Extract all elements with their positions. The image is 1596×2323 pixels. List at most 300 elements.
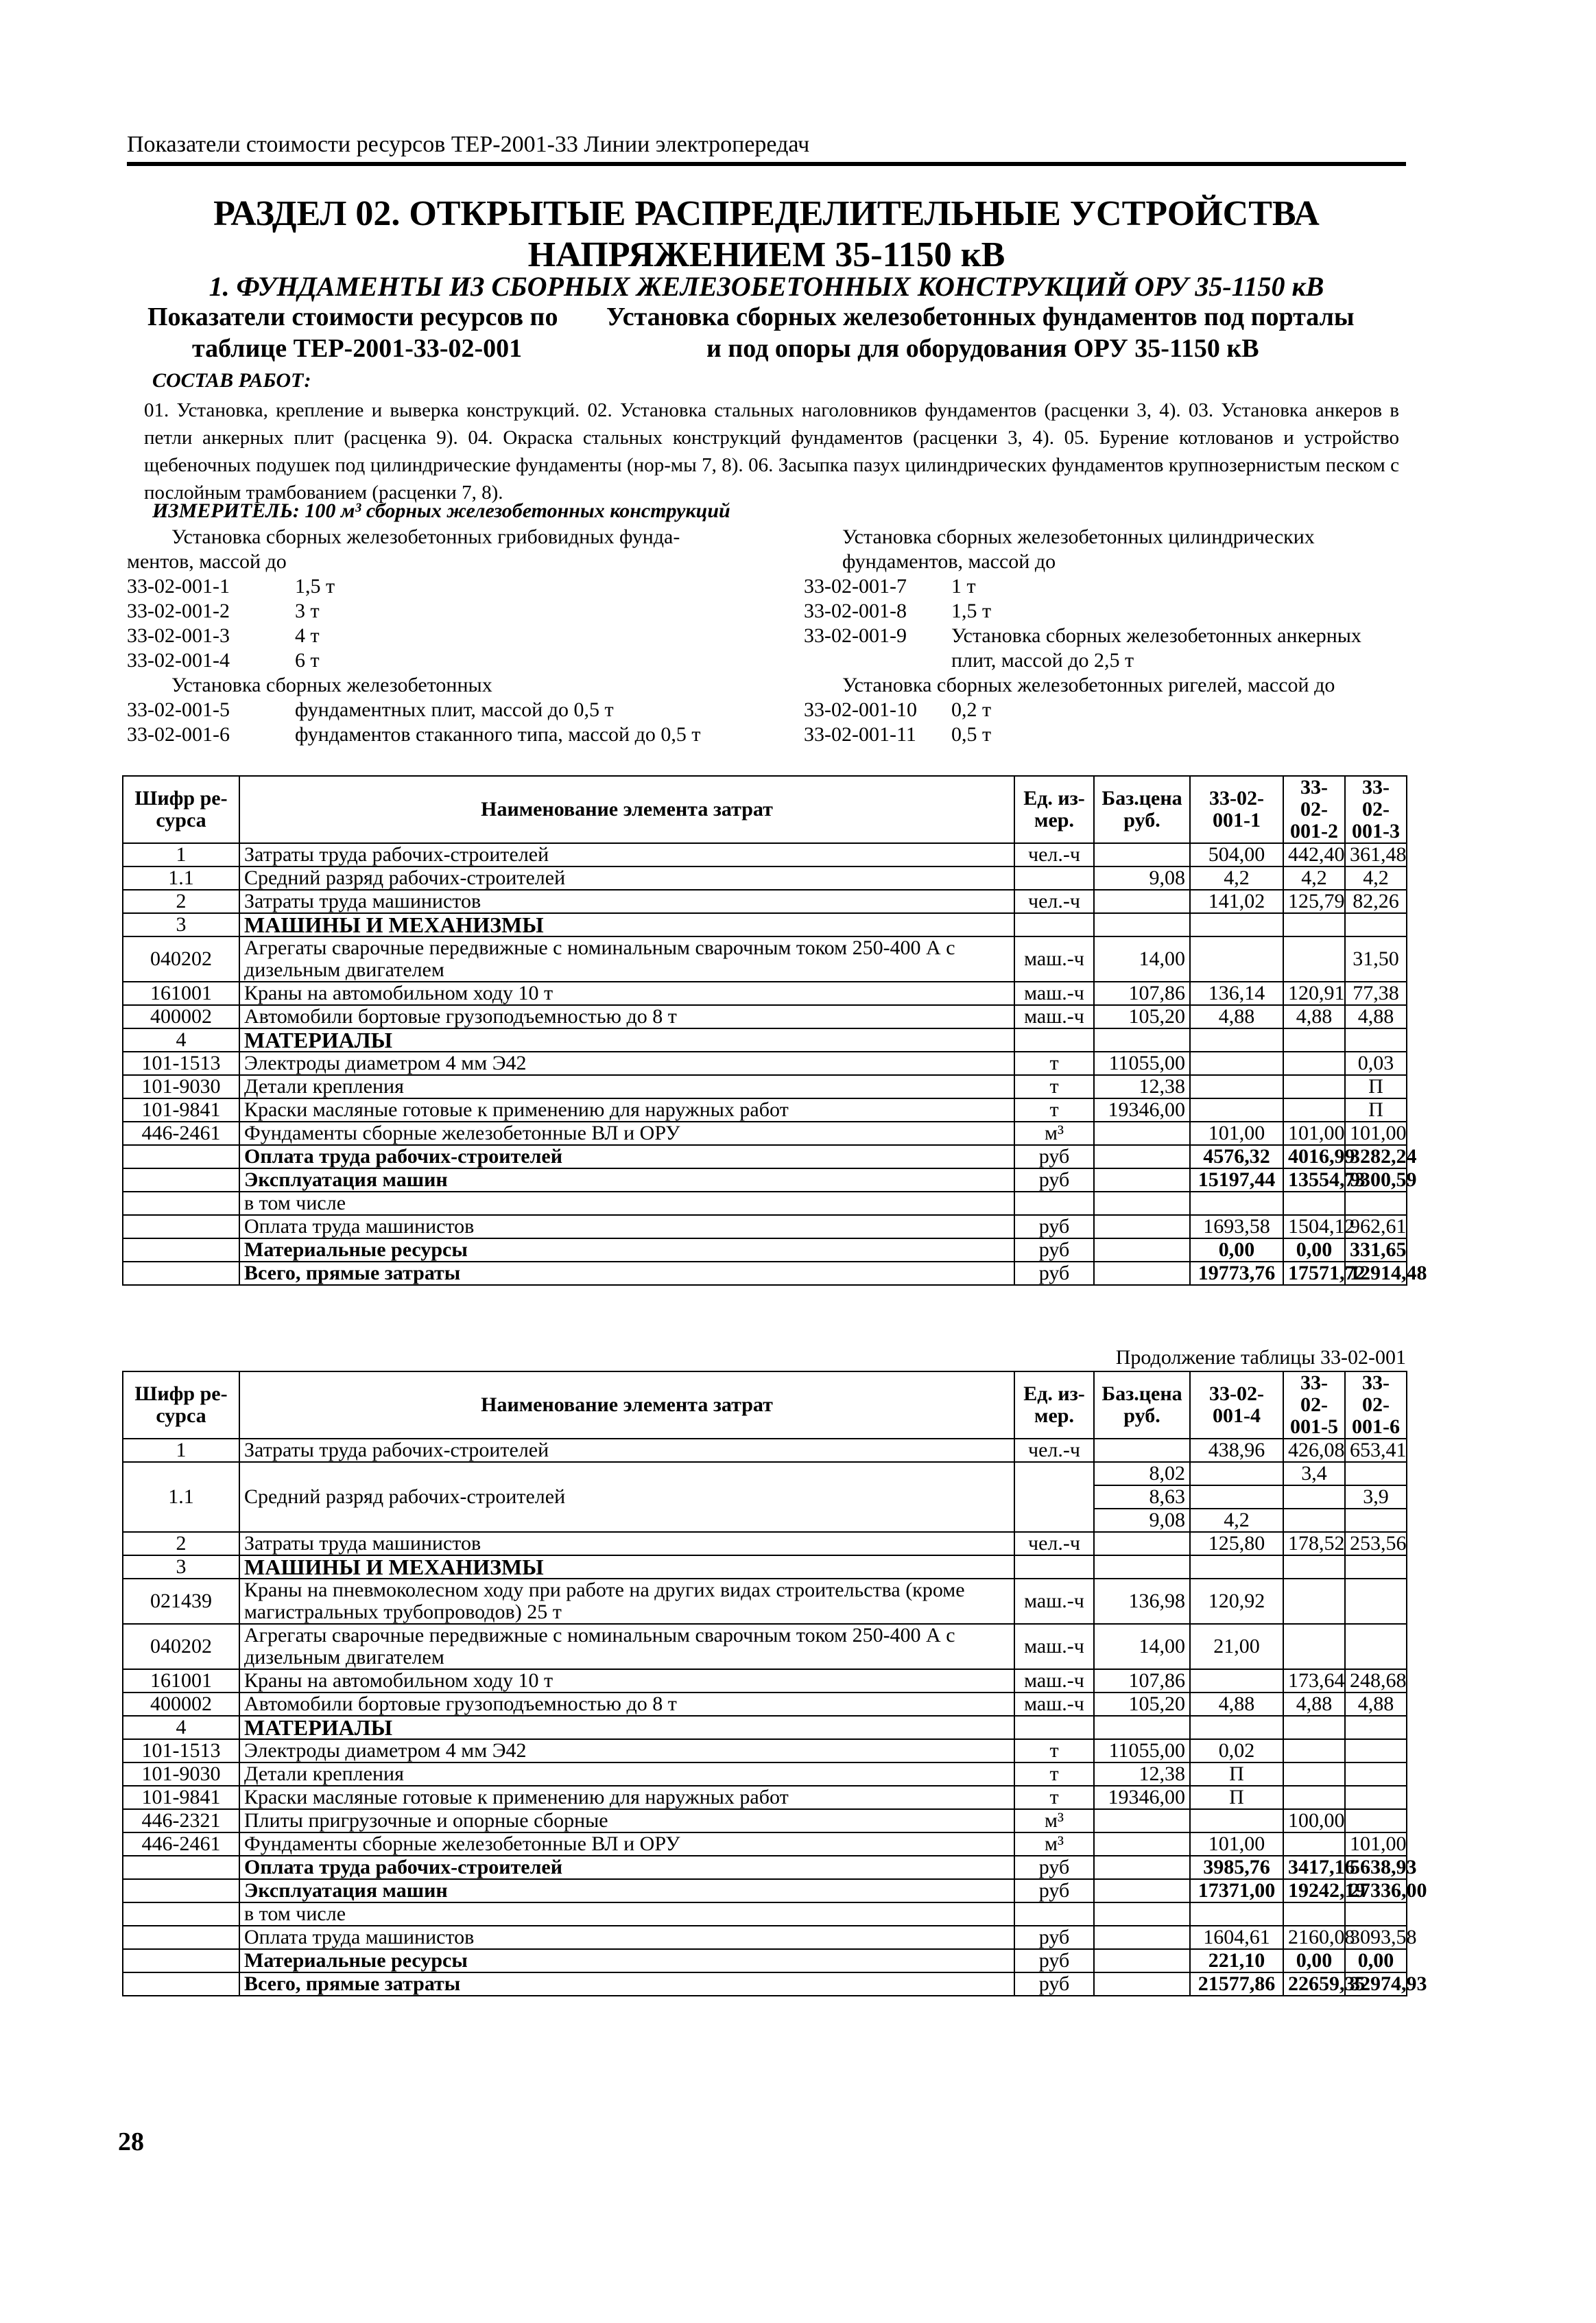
unit-cell: м³ — [1014, 1809, 1094, 1832]
table-row — [123, 1716, 1407, 1739]
unit-cell: руб — [1014, 1215, 1094, 1238]
value-cell: П — [1190, 1762, 1283, 1786]
total-label-cell: Эксплуатация машин — [239, 1879, 1014, 1902]
empty-cell — [1094, 1145, 1190, 1168]
value-cell: 125,79 — [1283, 890, 1345, 913]
unit-cell: м³ — [1014, 1122, 1094, 1145]
empty-cell — [1094, 1215, 1190, 1238]
empty-cell — [1094, 1262, 1190, 1285]
resource-code-cell: 101-1513 — [123, 1052, 239, 1075]
value-cell: 4,88 — [1345, 1005, 1407, 1028]
value-cell — [1190, 1716, 1283, 1739]
total-row — [123, 1949, 1407, 1972]
unit-cell: т — [1014, 1052, 1094, 1075]
measure-label: ИЗМЕРИТЕЛЬ: 100 м³ сборных железобетонных конструкций — [152, 499, 730, 522]
value-cell: 101,00 — [1345, 1122, 1407, 1145]
empty-cell — [1094, 1238, 1190, 1262]
unit-cell — [1014, 1192, 1094, 1215]
value-cell: 4,88 — [1283, 1693, 1345, 1716]
value-cell — [1283, 1075, 1345, 1098]
unit-cell — [1014, 1716, 1094, 1739]
base-price-cell: 107,86 — [1094, 982, 1190, 1005]
total-row — [123, 1238, 1407, 1262]
col-header-name: Наименование элемента затрат — [239, 1371, 1014, 1439]
table-row — [123, 1122, 1407, 1145]
value-cell: 3093,58 — [1345, 1926, 1407, 1949]
element-name-cell: Затраты труда машинистов — [239, 890, 1014, 913]
running-header: Показатели стоимости ресурсов ТЕР-2001-33 Линии электропередач — [127, 132, 810, 157]
unit-cell: маш.-ч — [1014, 1624, 1094, 1669]
table-row — [123, 936, 1407, 982]
total-row — [123, 1972, 1407, 1996]
resource-code-cell: 400002 — [123, 1005, 239, 1028]
table-ref-line1: Показатели стоимости ресурсов по — [147, 303, 558, 331]
table-row — [123, 1532, 1407, 1555]
value-cell — [1190, 1192, 1283, 1215]
col-header-rate: 33-02-001-2 — [1283, 776, 1345, 843]
resource-code-cell: 101-9841 — [123, 1098, 239, 1122]
resource-code-cell: 446-2321 — [123, 1809, 239, 1832]
base-price-cell: 105,20 — [1094, 1005, 1190, 1028]
table-row — [123, 1052, 1407, 1075]
value-cell — [1283, 1716, 1345, 1739]
resource-code-cell: 446-2461 — [123, 1832, 239, 1856]
base-price-cell — [1094, 890, 1190, 913]
table-row — [123, 890, 1407, 913]
value-cell — [1190, 1902, 1283, 1926]
element-name-cell: Затраты труда машинистов — [239, 1532, 1014, 1555]
unit-cell: руб — [1014, 1949, 1094, 1972]
table-row — [123, 1028, 1407, 1052]
table-row — [123, 982, 1407, 1005]
table-row — [123, 1005, 1407, 1028]
base-price-cell: 136,98 — [1094, 1579, 1190, 1624]
base-price-cell: 107,86 — [1094, 1669, 1190, 1693]
element-name-cell: МАТЕРИАЛЫ — [239, 1716, 1014, 1739]
value-cell: 5638,93 — [1345, 1856, 1407, 1879]
unit-cell: маш.-ч — [1014, 1005, 1094, 1028]
code-item: 33-02-001-10 0,2 т — [804, 698, 992, 721]
element-name-cell: Агрегаты сварочные передвижные с номинальным сварочным током 250-400 А с дизельным двигателем — [239, 936, 1014, 982]
resource-code-cell: 161001 — [123, 982, 239, 1005]
value-cell: 4016,99 — [1283, 1145, 1345, 1168]
codes-left-head1: Установка сборных железобетонных грибовидных фунда- — [171, 526, 680, 548]
codes-left-head3: Установка сборных железобетонных — [171, 674, 492, 696]
unit-cell — [1014, 913, 1094, 936]
header-rule — [127, 162, 1406, 166]
code-item: 33-02-001-4 6 т — [127, 649, 320, 672]
unit-cell: руб — [1014, 1145, 1094, 1168]
base-price-cell — [1094, 1716, 1190, 1739]
unit-cell — [1014, 1555, 1094, 1579]
table-row — [123, 1555, 1407, 1579]
col-header-price: Баз.цена руб. — [1094, 776, 1190, 843]
total-row — [123, 1926, 1407, 1949]
unit-cell — [1014, 866, 1094, 890]
total-row — [123, 1215, 1407, 1238]
base-price-cell: 9,08 — [1094, 866, 1190, 890]
value-cell: 361,48 — [1345, 843, 1407, 866]
value-cell: 3,4 — [1283, 1462, 1345, 1485]
total-row — [123, 1856, 1407, 1879]
value-cell — [1283, 1098, 1345, 1122]
value-cell: П — [1345, 1098, 1407, 1122]
value-cell — [1190, 1485, 1283, 1509]
base-price-cell: 8,02 — [1094, 1462, 1190, 1485]
section-title-line1: РАЗДЕЛ 02. ОТКРЫТЫЕ РАСПРЕДЕЛИТЕЛЬНЫЕ УСТРОЙСТВА — [213, 194, 1320, 233]
value-cell: 32974,93 — [1345, 1972, 1407, 1996]
unit-cell: руб — [1014, 1856, 1094, 1879]
table-row — [123, 843, 1407, 866]
value-cell: 0,00 — [1190, 1238, 1283, 1262]
resource-code-cell: 101-1513 — [123, 1739, 239, 1762]
value-cell: 442,40 — [1283, 843, 1345, 866]
value-cell — [1283, 1555, 1345, 1579]
value-cell: 101,00 — [1190, 1832, 1283, 1856]
value-cell: 4,2 — [1190, 1509, 1283, 1532]
value-cell: 19773,76 — [1190, 1262, 1283, 1285]
value-cell — [1345, 913, 1407, 936]
value-cell: 12914,48 — [1345, 1262, 1407, 1285]
table-row — [123, 1762, 1407, 1786]
value-cell: 248,68 — [1345, 1669, 1407, 1693]
empty-cell — [123, 1192, 239, 1215]
value-cell: 101,00 — [1345, 1832, 1407, 1856]
value-cell: 0,03 — [1345, 1052, 1407, 1075]
base-price-cell: 14,00 — [1094, 1624, 1190, 1669]
value-cell — [1345, 1579, 1407, 1624]
value-cell — [1190, 1075, 1283, 1098]
value-cell: 27336,00 — [1345, 1879, 1407, 1902]
value-cell — [1345, 1192, 1407, 1215]
table-row — [123, 913, 1407, 936]
codes-right-head3: Установка сборных железобетонных ригелей, массой до — [842, 674, 1335, 696]
element-name-cell: Краски масляные готовые к применению для наружных работ — [239, 1098, 1014, 1122]
element-name-cell: Агрегаты сварочные передвижные с номинальным сварочным током 250-400 А с дизельным двигателем — [239, 1624, 1014, 1669]
value-cell: 653,41 — [1345, 1439, 1407, 1462]
value-cell — [1283, 1028, 1345, 1052]
subsection-title: 1. ФУНДАМЕНТЫ ИЗ СБОРНЫХ ЖЕЛЕЗОБЕТОННЫХ КОНСТРУКЦИЙ ОРУ 35-1150 кВ — [209, 271, 1324, 302]
col-header-rate: 33-02-001-3 — [1345, 776, 1407, 843]
element-name-cell: Краны на автомобильном ходу 10 т — [239, 1669, 1014, 1693]
unit-cell: т — [1014, 1739, 1094, 1762]
resource-code-cell: 3 — [123, 913, 239, 936]
empty-cell — [123, 1972, 239, 1996]
base-price-cell: 12,38 — [1094, 1075, 1190, 1098]
value-cell — [1345, 1739, 1407, 1762]
code-item: 33-02-001-8 1,5 т — [804, 600, 992, 622]
element-name-cell: Краны на автомобильном ходу 10 т — [239, 982, 1014, 1005]
total-label-cell: Оплата труда машинистов — [239, 1215, 1014, 1238]
codes-left-head2: ментов, массой до — [127, 550, 287, 573]
unit-cell: т — [1014, 1762, 1094, 1786]
value-cell: 13554,73 — [1283, 1168, 1345, 1192]
empty-cell — [123, 1168, 239, 1192]
empty-cell — [123, 1262, 239, 1285]
element-name-cell: Детали крепления — [239, 1762, 1014, 1786]
unit-cell: руб — [1014, 1926, 1094, 1949]
col-header-code: Шифр ре-сурса — [123, 1371, 239, 1439]
unit-cell — [1014, 1028, 1094, 1052]
value-cell: 1693,58 — [1190, 1215, 1283, 1238]
value-cell: 3282,24 — [1345, 1145, 1407, 1168]
unit-cell: маш.-ч — [1014, 1693, 1094, 1716]
table-ref-line2: таблице ТЕР-2001-33-02-001 — [192, 334, 523, 363]
value-cell: 31,50 — [1345, 936, 1407, 982]
code-item: 33-02-001-2 3 т — [127, 600, 320, 622]
value-cell — [1190, 1098, 1283, 1122]
total-row — [123, 1168, 1407, 1192]
unit-cell: т — [1014, 1786, 1094, 1809]
table-row — [123, 1693, 1407, 1716]
value-cell: 4,88 — [1345, 1693, 1407, 1716]
code-item-cont: плит, массой до 2,5 т — [951, 649, 1134, 672]
empty-cell — [1094, 1972, 1190, 1996]
value-cell: 17571,72 — [1283, 1262, 1345, 1285]
value-cell — [1283, 1579, 1345, 1624]
value-cell — [1190, 913, 1283, 936]
unit-cell: маш.-ч — [1014, 936, 1094, 982]
base-price-cell — [1094, 1439, 1190, 1462]
value-cell: П — [1190, 1786, 1283, 1809]
table-row — [123, 1786, 1407, 1809]
unit-cell: маш.-ч — [1014, 1669, 1094, 1693]
code-item: 33-02-001-7 1 т — [804, 575, 976, 598]
col-header-unit: Ед. из-мер. — [1014, 776, 1094, 843]
code-item: 33-02-001-11 0,5 т — [804, 723, 992, 746]
value-cell: 962,61 — [1345, 1215, 1407, 1238]
empty-cell — [123, 1879, 239, 1902]
page-number: 28 — [118, 2127, 144, 2156]
unit-cell — [1014, 1462, 1094, 1532]
value-cell — [1190, 1555, 1283, 1579]
empty-cell — [123, 1145, 239, 1168]
base-price-cell — [1094, 1555, 1190, 1579]
value-cell: 221,10 — [1190, 1949, 1283, 1972]
resource-code-cell: 400002 — [123, 1693, 239, 1716]
resource-code-cell: 2 — [123, 890, 239, 913]
element-name-cell: Фундаменты сборные железобетонные ВЛ и ОРУ — [239, 1122, 1014, 1145]
resource-code-cell: 446-2461 — [123, 1122, 239, 1145]
table-row — [123, 1098, 1407, 1122]
empty-cell — [123, 1238, 239, 1262]
cost-table-2 — [122, 1371, 1427, 1996]
value-cell — [1345, 1028, 1407, 1052]
unit-cell — [1014, 1902, 1094, 1926]
value-cell: 120,91 — [1283, 982, 1345, 1005]
unit-cell: руб — [1014, 1879, 1094, 1902]
element-name-cell: Плиты пригрузочные и опорные сборные — [239, 1809, 1014, 1832]
value-cell: 4576,32 — [1190, 1145, 1283, 1168]
value-cell: 21,00 — [1190, 1624, 1283, 1669]
table-row — [123, 1439, 1407, 1462]
empty-cell — [1094, 1192, 1190, 1215]
unit-cell: м³ — [1014, 1832, 1094, 1856]
cost-table-1 — [122, 775, 1427, 1286]
element-name-cell: Автомобили бортовые грузоподъемностью до 8 т — [239, 1693, 1014, 1716]
value-cell: 101,00 — [1190, 1122, 1283, 1145]
base-price-cell: 105,20 — [1094, 1693, 1190, 1716]
col-header-rate: 33-02-001-1 — [1190, 776, 1283, 843]
value-cell: 125,80 — [1190, 1532, 1283, 1555]
value-cell — [1345, 1716, 1407, 1739]
resource-code-cell: 1.1 — [123, 1462, 239, 1532]
code-item: 33-02-001-9 Установка сборных железобетонных анкерных — [804, 624, 1361, 647]
empty-cell — [1094, 1856, 1190, 1879]
table-row — [123, 866, 1407, 890]
empty-cell — [123, 1949, 239, 1972]
value-cell — [1283, 1786, 1345, 1809]
value-cell — [1283, 1902, 1345, 1926]
unit-cell: руб — [1014, 1238, 1094, 1262]
unit-cell: т — [1014, 1098, 1094, 1122]
col-header-rate: 33-02-001-6 — [1345, 1371, 1407, 1439]
base-price-cell: 11055,00 — [1094, 1739, 1190, 1762]
table-row — [123, 1624, 1407, 1669]
value-cell: 173,64 — [1283, 1669, 1345, 1693]
unit-cell: чел.-ч — [1014, 1439, 1094, 1462]
element-name-cell: Фундаменты сборные железобетонные ВЛ и ОРУ — [239, 1832, 1014, 1856]
total-label-cell: Материальные ресурсы — [239, 1949, 1014, 1972]
value-cell — [1283, 1739, 1345, 1762]
element-name-cell: МАТЕРИАЛЫ — [239, 1028, 1014, 1052]
base-price-cell: 8,63 — [1094, 1485, 1190, 1509]
resource-code-cell: 040202 — [123, 936, 239, 982]
value-cell: П — [1345, 1075, 1407, 1098]
table-title-line2: и под опоры для оборудования ОРУ 35-1150 кВ — [706, 334, 1259, 363]
value-cell: 22659,35 — [1283, 1972, 1345, 1996]
unit-cell: чел.-ч — [1014, 890, 1094, 913]
value-cell: 21577,86 — [1190, 1972, 1283, 1996]
resource-code-cell: 1.1 — [123, 866, 239, 890]
value-cell: 4,88 — [1190, 1693, 1283, 1716]
value-cell: 3,9 — [1345, 1485, 1407, 1509]
resource-code-cell: 101-9030 — [123, 1762, 239, 1786]
base-price-cell: 14,00 — [1094, 936, 1190, 982]
value-cell: 178,52 — [1283, 1532, 1345, 1555]
value-cell: 82,26 — [1345, 890, 1407, 913]
element-name-cell: Затраты труда рабочих-строителей — [239, 1439, 1014, 1462]
value-cell — [1283, 1485, 1345, 1509]
value-cell: 15197,44 — [1190, 1168, 1283, 1192]
work-description: 01. Установка, крепление и выверка конструкций. 02. Установка стальных наголовников фундаментов (расценки 3, 4). 03. Установка анкеров в петли анкерных плит (расценка 9). 04. Окраска стальных конструкций фундаментов (расценки 3, 4). 05. Бурение котлованов и устройство щебеночных подушек под цилиндрические фундаменты (нор-мы 7, 8). 06. Засыпка пазух цилиндрических фундаментов крупнозернистым песком с послойным трамбованием (расценки 7, 8). — [144, 399, 1399, 504]
element-name-cell: Краски масляные готовые к применению для наружных работ — [239, 1786, 1014, 1809]
table-row — [123, 1809, 1407, 1832]
base-price-cell: 19346,00 — [1094, 1786, 1190, 1809]
value-cell: 438,96 — [1190, 1439, 1283, 1462]
value-cell — [1345, 1509, 1407, 1532]
element-name-cell: Электроды диаметром 4 мм Э42 — [239, 1739, 1014, 1762]
base-price-cell — [1094, 1122, 1190, 1145]
resource-code-cell: 1 — [123, 843, 239, 866]
value-cell: 2160,08 — [1283, 1926, 1345, 1949]
unit-cell: руб — [1014, 1168, 1094, 1192]
value-cell: 1604,61 — [1190, 1926, 1283, 1949]
section-title-line2: НАПРЯЖЕНИЕМ 35-1150 кВ — [527, 235, 1005, 274]
total-label-cell: Эксплуатация машин — [239, 1168, 1014, 1192]
value-cell — [1190, 1052, 1283, 1075]
table-row — [123, 1739, 1407, 1762]
resource-code-cell: 101-9030 — [123, 1075, 239, 1098]
table-row — [123, 1462, 1407, 1485]
value-cell: 0,00 — [1283, 1949, 1345, 1972]
value-cell: 504,00 — [1190, 843, 1283, 866]
value-cell: 141,02 — [1190, 890, 1283, 913]
code-item: 33-02-001-6 фундаментов стаканного типа, массой до 0,5 т — [127, 723, 701, 746]
unit-cell: т — [1014, 1075, 1094, 1098]
element-name-cell: Средний разряд рабочих-строителей — [239, 866, 1014, 890]
element-name-cell: МАШИНЫ И МЕХАНИЗМЫ — [239, 1555, 1014, 1579]
base-price-cell — [1094, 1532, 1190, 1555]
value-cell: 17371,00 — [1190, 1879, 1283, 1902]
value-cell — [1345, 1786, 1407, 1809]
value-cell: 101,00 — [1283, 1122, 1345, 1145]
table-row — [123, 1075, 1407, 1098]
total-row — [123, 1192, 1407, 1215]
total-row — [123, 1879, 1407, 1902]
total-row — [123, 1145, 1407, 1168]
base-price-cell — [1094, 1028, 1190, 1052]
empty-cell — [1094, 1168, 1190, 1192]
base-price-cell — [1094, 1832, 1190, 1856]
value-cell: 4,88 — [1190, 1005, 1283, 1028]
value-cell — [1190, 1462, 1283, 1485]
value-cell: 4,88 — [1283, 1005, 1345, 1028]
element-name-cell: МАШИНЫ И МЕХАНИЗМЫ — [239, 913, 1014, 936]
total-label-cell: в том числе — [239, 1902, 1014, 1926]
value-cell — [1345, 1809, 1407, 1832]
unit-cell: чел.-ч — [1014, 843, 1094, 866]
value-cell: 0,00 — [1283, 1238, 1345, 1262]
element-name-cell: Затраты труда рабочих-строителей — [239, 843, 1014, 866]
resource-code-cell: 1 — [123, 1439, 239, 1462]
col-header-name: Наименование элемента затрат — [239, 776, 1014, 843]
value-cell — [1190, 1028, 1283, 1052]
value-cell: 3417,16 — [1283, 1856, 1345, 1879]
resource-code-cell: 4 — [123, 1716, 239, 1739]
value-cell — [1283, 1624, 1345, 1669]
base-price-cell: 11055,00 — [1094, 1052, 1190, 1075]
value-cell: 136,14 — [1190, 982, 1283, 1005]
resource-code-cell: 2 — [123, 1532, 239, 1555]
base-price-cell: 19346,00 — [1094, 1098, 1190, 1122]
value-cell — [1283, 913, 1345, 936]
base-price-cell: 12,38 — [1094, 1762, 1190, 1786]
value-cell: 9300,59 — [1345, 1168, 1407, 1192]
value-cell: 100,00 — [1283, 1809, 1345, 1832]
value-cell: 19242,19 — [1283, 1879, 1345, 1902]
table-row — [123, 1832, 1407, 1856]
codes-right-head1: Установка сборных железобетонных цилиндрических — [842, 526, 1315, 548]
base-price-cell: 9,08 — [1094, 1509, 1190, 1532]
total-label-cell: Всего, прямые затраты — [239, 1262, 1014, 1285]
continuation-note: Продолжение таблицы 33-02-001 — [1115, 1346, 1406, 1369]
value-cell: 4,2 — [1345, 866, 1407, 890]
value-cell: 120,92 — [1190, 1579, 1283, 1624]
element-name-cell: Средний разряд рабочих-строителей — [239, 1462, 1014, 1532]
code-item: 33-02-001-3 4 т — [127, 624, 320, 647]
element-name-cell: Краны на пневмоколесном ходу при работе на других видах строительства (кроме магистральных трубопроводов) 25 т — [239, 1579, 1014, 1624]
unit-cell: чел.-ч — [1014, 1532, 1094, 1555]
total-label-cell: в том числе — [239, 1192, 1014, 1215]
col-header-code: Шифр ре-сурса — [123, 776, 239, 843]
code-item: 33-02-001-1 1,5 т — [127, 575, 335, 598]
value-cell — [1283, 1509, 1345, 1532]
empty-cell — [1094, 1949, 1190, 1972]
empty-cell — [1094, 1902, 1190, 1926]
base-price-cell — [1094, 1809, 1190, 1832]
resource-code-cell: 3 — [123, 1555, 239, 1579]
